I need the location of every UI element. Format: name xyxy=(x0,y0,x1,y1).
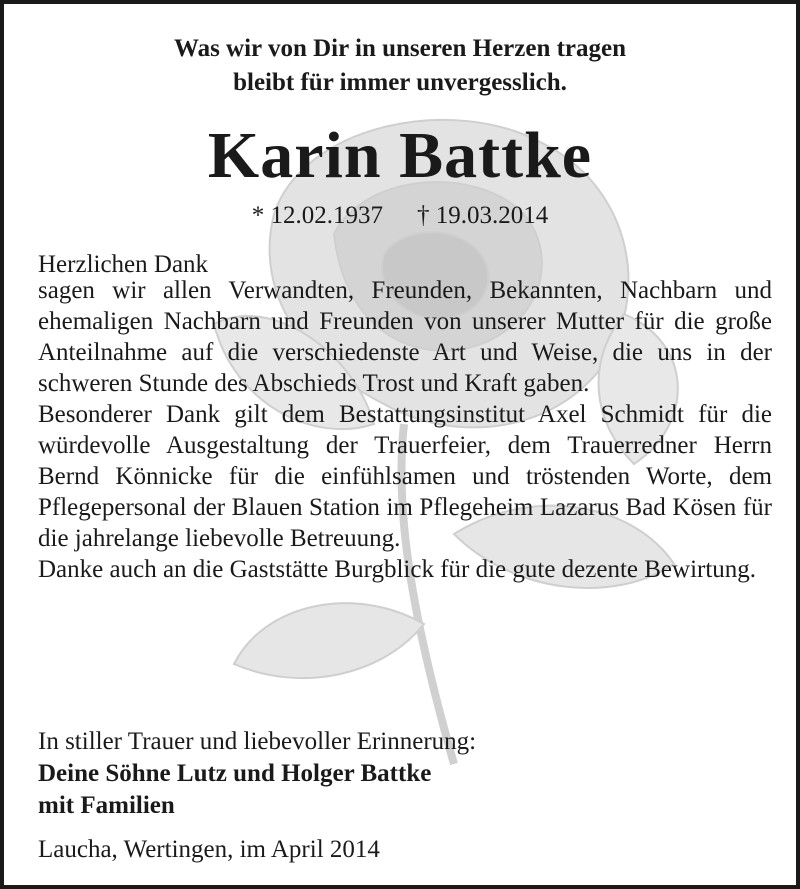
paragraph-special-thanks: Besonderer Dank gilt dem Bestattungsinstitut Axel Schmidt für die würdevolle Ausgestaltung der Trauerfeier, dem Trauerredner Herrn Bernd Könnicke für die einfühlsamen und tröstenden Worte, dem Pflegepersonal der Blauen Station im Pflegeheim Lazarus Bad Kösen für die jahrelange liebevolle Betreuung. xyxy=(38,401,772,552)
deceased-name: Karin Battke xyxy=(207,119,593,192)
motto-line-2: bleibt für immer unvergesslich. xyxy=(233,69,567,96)
signers-line-1: Deine Söhne Lutz und Holger Battke xyxy=(38,760,432,787)
greeting: Herzlichen Dank xyxy=(38,251,209,278)
thank-you-text xyxy=(38,275,772,585)
motto-line-1: Was wir von Dir in unseren Herzen tragen xyxy=(173,35,627,62)
closing xyxy=(38,726,476,822)
death-date: † 19.03.2014 xyxy=(417,202,549,229)
signers-line-2: mit Familien xyxy=(38,792,175,819)
paragraph-restaurant-thanks: Danke auch an die Gaststätte Burgblick für die gute dezente Bewirtung. xyxy=(38,556,757,583)
motto xyxy=(4,32,796,100)
paragraph-thanks-all: sagen wir allen Verwandten, Freunden, Bekannten, Nachbarn und ehemaligen Nachbarn und Freunden von unserer Mutter für die große Anteilnahme auf die verschiedenste Art und Weise, die uns in der schweren Stunde des Abschieds Trost und Kraft gaben. xyxy=(38,277,772,397)
life-dates xyxy=(4,199,796,233)
birth-date: * 12.02.1937 xyxy=(251,202,383,229)
closing-intro: In stiller Trauer und liebevoller Erinnerung: xyxy=(38,728,477,755)
place-and-date: Laucha, Wertingen, im April 2014 xyxy=(38,836,380,863)
